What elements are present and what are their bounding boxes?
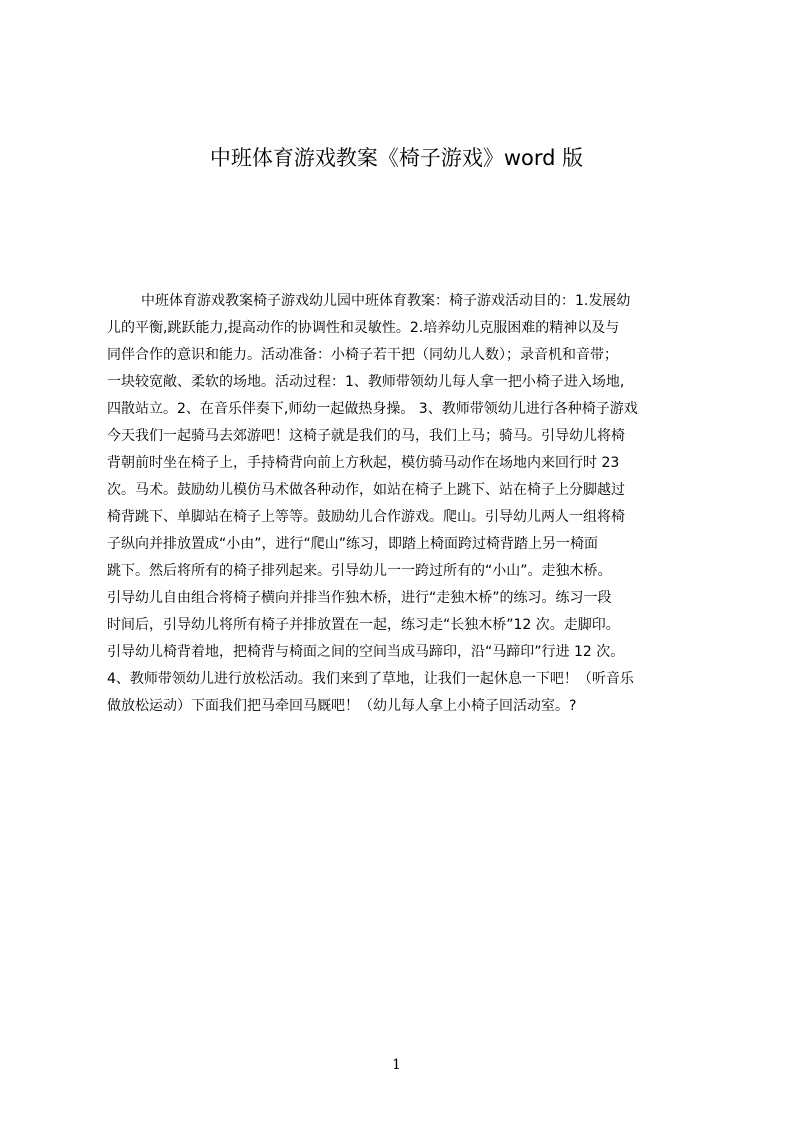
body-line: 今天我们一起骑马去郊游吧！这椅子就是我们的马，我们上马；骑马。引导幼儿将椅 bbox=[107, 428, 625, 444]
body-line: 同伴合作的意识和能力。活动准备：小椅子若干把（同幼儿人数）；录音机和音带； bbox=[107, 347, 618, 363]
body-line: 跳下。然后将所有的椅子排列起来。引导幼儿一一跨过所有的“小山”。走独木桥。 bbox=[107, 563, 612, 579]
body-line: 次。马术。鼓励幼儿模仿马术做各种动作，如站在椅子上跳下、站在椅子上分脚越过 bbox=[107, 482, 625, 498]
body-line: 子纵向并排放置成“小由”，进行“爬山”练习，即踏上椅面跨过椅背踏上另一椅面 bbox=[107, 536, 599, 552]
body-line: 引导幼儿椅背着地，把椅背与椅面之间的空间当成马蹄印，沿“马蹄印”行进 12 次。 bbox=[107, 644, 625, 660]
body-line: 时间后，引导幼儿将所有椅子并排放置在一起，练习走“长独木桥”12 次。走脚印。 bbox=[107, 617, 620, 633]
page-number: 1 bbox=[392, 1057, 401, 1073]
body-line: 引导幼儿自由组合将椅子横向并排当作独木桥，进行“走独木桥”的练习。练习一段 bbox=[107, 590, 612, 606]
body-line: 背朝前时坐在椅子上，手持椅背向前上方秋起，模仿骑马动作在场地内来回行时 23 bbox=[107, 455, 620, 471]
body-line: 做放松运动）下面我们把马牵回马厩吧！（幼儿每人拿上小椅子回活动室。? bbox=[107, 698, 577, 714]
body-line: 四散站立。2、在音乐伴奏下,师幼一起做热身操。 3、教师带领幼儿进行各种椅子游戏 bbox=[107, 401, 638, 417]
document-body bbox=[107, 288, 697, 720]
body-line: 中班体育游戏教案椅子游戏幼儿园中班体育教案：椅子游戏活动目的：1.发展幼 bbox=[141, 293, 631, 309]
body-line: 4、教师带领幼儿进行放松活动。我们来到了草地，让我们一起休息一下吧！（听音乐 bbox=[107, 671, 634, 687]
body-line: 一块较宽敞、柔软的场地。活动过程：1、教师带领幼儿每人拿一把小椅子进入场地, bbox=[107, 374, 625, 390]
body-line: 儿的平衡,跳跃能力,提高动作的协调性和灵敏性。2.培养幼儿克服困难的精神以及与 bbox=[107, 320, 620, 336]
document-title: 中班体育游戏教案《椅子游戏》word 版 bbox=[209, 146, 584, 170]
body-line: 椅背跳下、单脚站在椅子上等等。鼓励幼儿合作游戏。爬山。引导幼儿两人一组将椅 bbox=[107, 509, 625, 525]
